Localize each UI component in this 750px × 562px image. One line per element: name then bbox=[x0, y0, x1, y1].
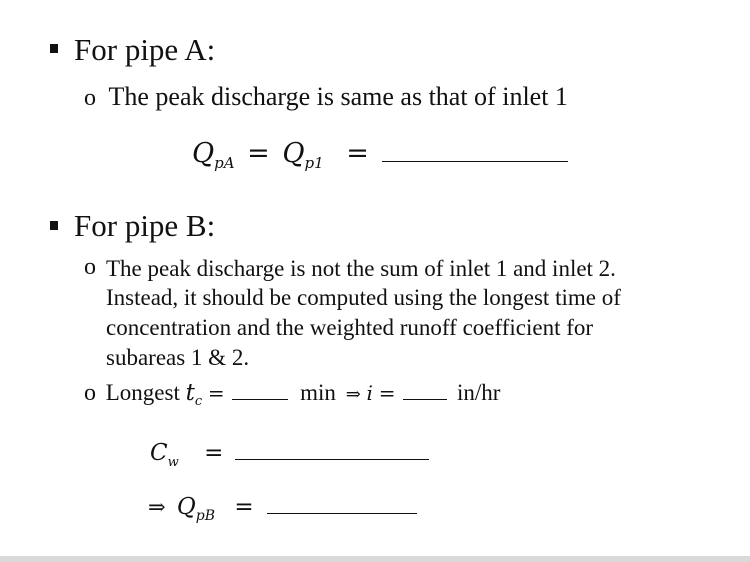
equals-sign: = bbox=[247, 138, 270, 169]
cw-equation bbox=[150, 440, 429, 470]
qpb-equation bbox=[148, 494, 417, 524]
q-subscript: pB bbox=[195, 508, 216, 524]
pipe-b-point-line: Instead, it should be computed using the longest time of bbox=[106, 285, 621, 310]
cw-answer-blank[interactable] bbox=[235, 459, 429, 460]
pipe-a-point-text: The peak discharge is same as that of inlet 1 bbox=[108, 82, 568, 111]
square-bullet-icon bbox=[50, 221, 58, 230]
circle-bullet-icon: o bbox=[84, 380, 96, 406]
square-bullet-icon bbox=[50, 44, 58, 53]
q-symbol: Q bbox=[282, 138, 305, 169]
pipe-a-point bbox=[84, 82, 568, 113]
i-symbol: i bbox=[366, 381, 373, 405]
equals-sign: = bbox=[207, 381, 225, 405]
pipe-b-heading: For pipe B: bbox=[74, 208, 216, 243]
equals-sign: = bbox=[234, 494, 254, 520]
tc-subscript: c bbox=[194, 394, 203, 409]
inhr-unit: in/hr bbox=[456, 380, 501, 405]
pipe-a-equation bbox=[192, 138, 568, 172]
qpb-answer-blank[interactable] bbox=[267, 513, 417, 514]
longest-tc-line bbox=[84, 378, 500, 412]
q-subscript: pA bbox=[214, 154, 235, 172]
answer-blank[interactable] bbox=[382, 161, 568, 162]
q-symbol: Q bbox=[192, 138, 215, 169]
bottom-divider bbox=[0, 556, 750, 562]
implies-arrow-icon: ⇒ bbox=[345, 384, 361, 405]
pipe-b-point-line: The peak discharge is not the sum of inlet 1 and inlet 2. bbox=[106, 256, 616, 281]
circle-bullet-icon: o bbox=[84, 85, 96, 111]
longest-label: Longest bbox=[105, 380, 180, 405]
equals-sign: = bbox=[204, 440, 224, 466]
tc-answer-blank[interactable] bbox=[232, 399, 288, 400]
circle-bullet-icon: o bbox=[84, 254, 96, 280]
q-subscript: p1 bbox=[304, 154, 324, 172]
pipe-b-point-line: concentration and the weighted runoff coefficient for bbox=[106, 315, 594, 340]
pipe-a-heading: For pipe A: bbox=[74, 32, 216, 67]
intensity-answer-blank[interactable] bbox=[403, 399, 447, 400]
min-unit: min bbox=[300, 380, 336, 405]
pipe-b-point-line: subareas 1 & 2. bbox=[106, 345, 250, 370]
c-subscript: w bbox=[167, 455, 179, 470]
q-symbol: Q bbox=[176, 494, 196, 520]
c-symbol: C bbox=[150, 440, 168, 466]
equals-sign: = bbox=[378, 381, 396, 405]
tc-symbol: t bbox=[185, 380, 195, 406]
equals-sign: = bbox=[346, 138, 369, 169]
implies-arrow-icon: ⇒ bbox=[148, 495, 166, 519]
